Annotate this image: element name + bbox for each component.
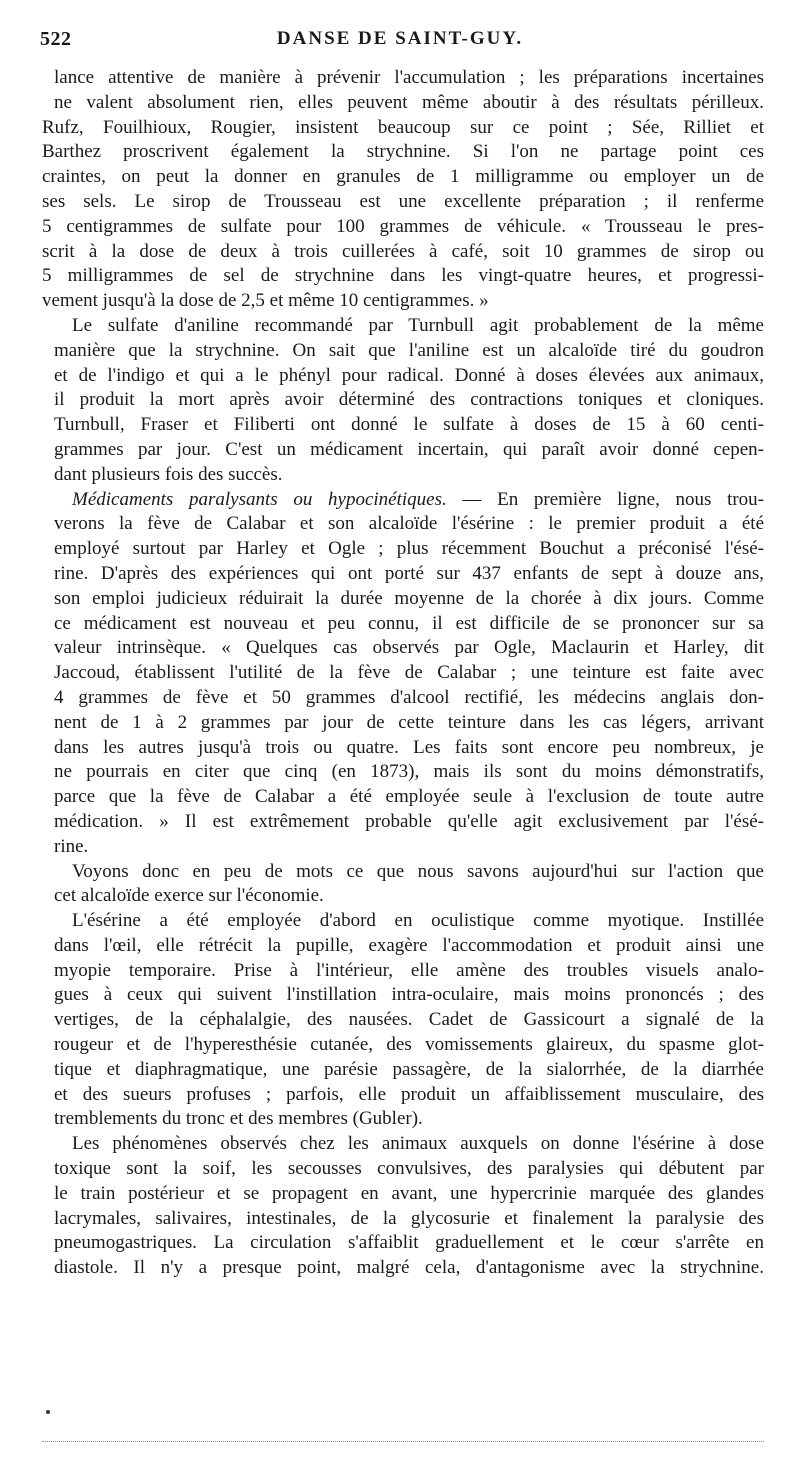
- text-line: scrit à la dose de deux à trois cuillerées à café, soit 10 grammes de sirop ou: [42, 240, 764, 262]
- bottom-dotted-rule: [42, 1441, 764, 1442]
- text-line: valeur intrinsèque. « Quelques cas observés par Ogle, Maclaurin et Harley, dit: [54, 637, 764, 659]
- text-line: vement jusqu'à la dose de 2,5 et même 10 centigrammes. »: [42, 290, 489, 312]
- text-line: Turnbull, Fraser et Filiberti ont donné le sulfate à doses de 15 à 60 centi-: [54, 414, 764, 436]
- text-line: rine. D'après des expériences qui ont porté sur 437 enfants de sept à douze ans,: [54, 562, 764, 584]
- text-line: rougeur et de l'hyperesthésie cutanée, des vomissements glaireux, du spasme glot-: [54, 1034, 764, 1056]
- running-head: [40, 28, 760, 58]
- text-line: rine.: [54, 835, 89, 857]
- text-line: 5 centigrammes de sulfate pour 100 grammes de véhicule. « Trousseau le pres-: [42, 215, 764, 237]
- text-line: Jaccoud, établissent l'utilité de la fève de Calabar ; une teinture est faite avec: [54, 662, 764, 684]
- text-line: vertiges, de la céphalalgie, des nausées. Cadet de Gassicourt a signalé de la: [54, 1009, 764, 1031]
- text-line: dans l'œil, elle rétrécit la pupille, exagère l'accommodation et produit ainsi une: [54, 934, 764, 956]
- text-line: cet alcaloïde exerce sur l'économie.: [54, 885, 324, 907]
- text-line: Barthez proscrivent également la strychnine. Si l'on ne partage point ces: [42, 141, 764, 163]
- page-number: 522: [40, 28, 72, 50]
- text-line: Le sulfate d'aniline recommandé par Turnbull agit probablement de la même: [72, 314, 764, 336]
- text-line: parce que la fève de Calabar a été employée seule à l'exclusion de toute autre: [54, 786, 764, 808]
- text-line: Les phénomènes observés chez les animaux auxquels on donne l'ésérine à dose: [72, 1133, 764, 1155]
- text-line: 4 grammes de fève et 50 grammes d'alcool rectifié, les médecins anglais don-: [54, 686, 764, 708]
- text-line: nent de 1 à 2 grammes par jour de cette teinture dans les cas légers, arrivant: [54, 711, 764, 733]
- text-line: Rufz, Fouilhioux, Rougier, insistent beaucoup sur ce point ; Sée, Rilliet et: [42, 116, 764, 138]
- text-line: tremblements du tronc et des membres (Gubler).: [54, 1108, 423, 1130]
- text-line: son emploi judicieux réduirait la durée moyenne de la chorée à dix jours. Comme: [54, 587, 764, 609]
- text-line: lance attentive de manière à prévenir l'accumulation ; les préparations incertaines: [54, 67, 764, 88]
- text-line: il produit la mort après avoir déterminé des contractions toniques et cloniques.: [54, 389, 764, 411]
- body-text: [42, 66, 764, 1281]
- text-line: ce médicament est nouveau et peu connu, il est difficile de se prononcer sur sa: [54, 612, 764, 634]
- text-line: tique et diaphragmatique, une parésie passagère, de la sialorrhée, de la diarrhée: [54, 1058, 764, 1080]
- heading-continuation: — En première ligne, nous trou-: [446, 488, 764, 510]
- text-line: craintes, on peut la donner en granules de 1 milligramme ou employer un de: [42, 166, 764, 188]
- text-line: 5 milligrammes de sel de strychnine dans les vingt-quatre heures, et progressi-: [42, 265, 764, 287]
- section-heading-line: [42, 488, 764, 513]
- text-line: diastole. Il n'y a presque point, malgré cela, d'antagonisme avec la strychnine.: [54, 1257, 764, 1279]
- text-line: ne pourrais en citer que cinq (en 1873), mais ils sont du moins démonstratifs,: [54, 761, 764, 783]
- text-line: employé surtout par Harley et Ogle ; plus récemment Bouchut a préconisé l'ésé-: [54, 538, 764, 560]
- text-line: médication. » Il est extrêmement probable qu'elle agit exclusivement par l'ésé-: [54, 810, 764, 832]
- running-title: DANSE DE SAINT-GUY.: [276, 28, 524, 49]
- text-line: L'ésérine a été employée d'abord en oculistique comme myotique. Instillée: [72, 910, 764, 932]
- text-line: le train postérieur et se propagent en avant, une hypercrinie marquée des glandes: [54, 1182, 764, 1204]
- text-line: toxique sont la soif, les secousses convulsives, des paralysies qui débutent par: [54, 1158, 764, 1180]
- text-line: ses sels. Le sirop de Trousseau est une excellente préparation ; il renferme: [42, 190, 764, 212]
- text-line: et de l'indigo et qui a le phényl pour radical. Donné à doses élevées aux animaux,: [54, 364, 764, 386]
- text-line: verons la fève de Calabar et son alcaloïde l'ésérine : le premier produit a été: [54, 513, 764, 535]
- print-speck: [46, 1410, 50, 1414]
- text-line: grammes par jour. C'est un médicament incertain, qui paraît avoir donné cepen-: [54, 438, 764, 460]
- text-line: dans les autres jusqu'à trois ou quatre. Les faits sont encore peu nombreux, je: [54, 736, 764, 758]
- italic-heading: Médicaments paralysants ou hypocinétiques.: [72, 488, 447, 510]
- text-line: ne valent absolument rien, elles peuvent même aboutir à des résultats périlleux.: [54, 91, 764, 113]
- text-line: manière que la strychnine. On sait que l'aniline est un alcaloïde tiré du goudron: [54, 339, 764, 361]
- text-line: myopie temporaire. Prise à l'intérieur, elle amène des troubles visuels analo-: [54, 959, 764, 981]
- text-line: lacrymales, salivaires, intestinales, de la glycosurie et finalement la paralysie des: [54, 1207, 764, 1229]
- text-line: pneumogastriques. La circulation s'affaiblit graduellement et le cœur s'arrête en: [54, 1232, 764, 1254]
- text-line: dant plusieurs fois des succès.: [54, 463, 283, 485]
- text-line: et des sueurs profuses ; parfois, elle produit un affaiblissement musculaire, des: [54, 1083, 764, 1105]
- text-line: Voyons donc en peu de mots ce que nous savons aujourd'hui sur l'action que: [72, 860, 764, 882]
- text-line: gues à ceux qui suivent l'instillation intra-oculaire, mais moins prononcés ; des: [54, 984, 764, 1006]
